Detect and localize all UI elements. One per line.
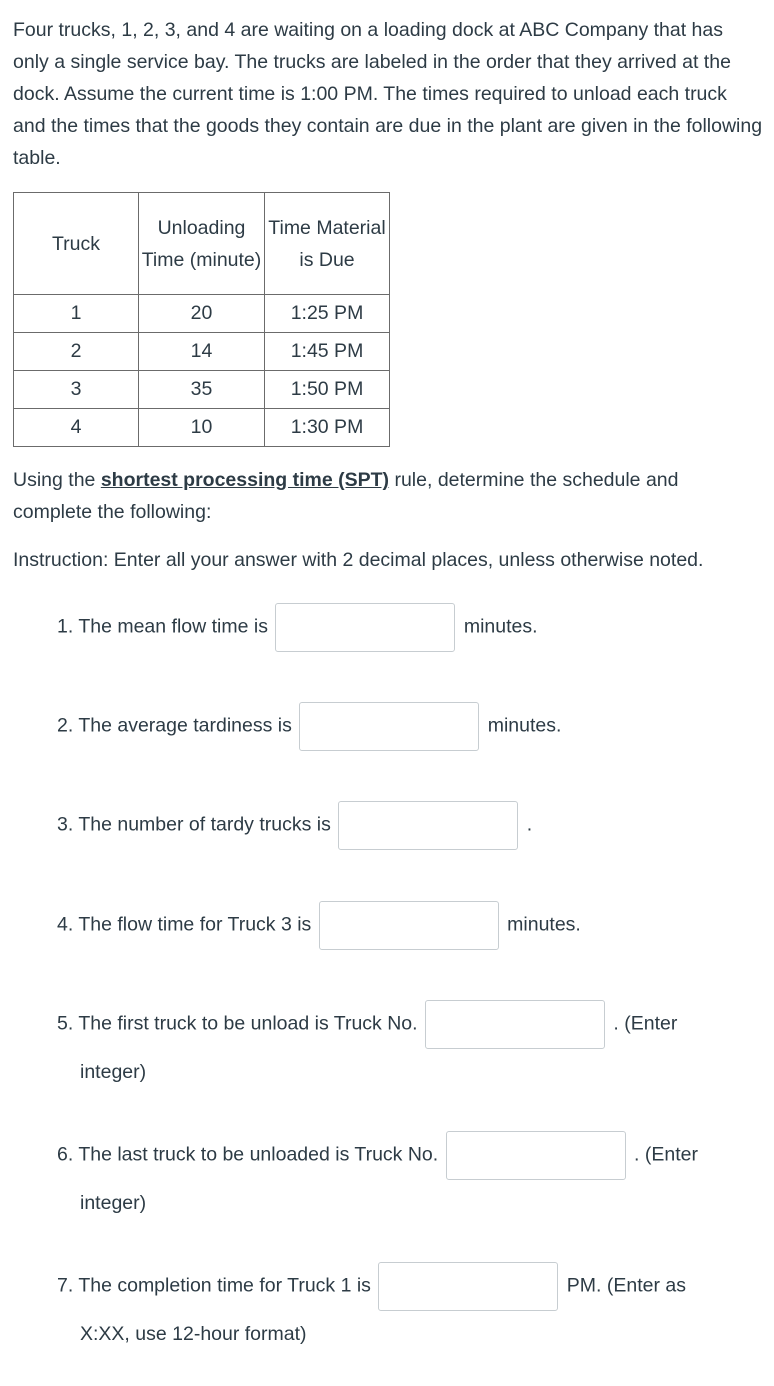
average-tardiness-input[interactable]	[299, 702, 479, 751]
cell-truck: 3	[14, 371, 139, 409]
table-row	[14, 371, 390, 409]
cell-truck: 1	[14, 295, 139, 333]
question-6	[57, 1131, 698, 1180]
table-row	[14, 333, 390, 371]
truck-table	[13, 192, 390, 447]
question-suffix: . (Enter	[613, 1012, 678, 1035]
method-pre: Using the	[13, 469, 101, 491]
question-2	[57, 702, 561, 751]
header-truck: Truck	[14, 193, 139, 295]
first-truck-input[interactable]	[425, 1000, 605, 1049]
question-suffix: minutes.	[463, 615, 538, 638]
header-unloading-time: Unloading Time (minute)	[139, 193, 265, 295]
question-suffix: .	[526, 813, 533, 836]
question-suffix: minutes.	[487, 714, 562, 737]
truck1-completion-time-input[interactable]	[378, 1262, 558, 1311]
cell-due-time: 1:25 PM	[265, 295, 390, 333]
last-truck-input[interactable]	[446, 1131, 626, 1180]
cell-unloading-time: 10	[139, 409, 265, 447]
cell-truck: 2	[14, 333, 139, 371]
table-row	[14, 295, 390, 333]
question-label: 2. The average tardiness is	[57, 714, 292, 737]
truck3-flow-time-input[interactable]	[319, 901, 499, 950]
question-7-continuation: X:XX, use 12-hour format)	[80, 1323, 307, 1345]
question-label: 5. The first truck to be unload is Truck No.	[57, 1012, 418, 1035]
header-due-time: Time Material is Due	[265, 193, 390, 295]
cell-due-time: 1:45 PM	[265, 333, 390, 371]
problem-intro: Four trucks, 1, 2, 3, and 4 are waiting on a loading dock at ABC Company that has only a single service bay. The trucks are labeled in the order that they arrived at the dock. Assume the current time is 1:00 PM. The times required to unload each truck and the times that the goods they contain are due in the plant are given in the following table.	[13, 19, 763, 169]
question-5-continuation: integer)	[80, 1061, 147, 1083]
question-label: 3. The number of tardy trucks is	[57, 813, 331, 836]
question-suffix: . (Enter	[634, 1143, 698, 1166]
question-5	[57, 1000, 677, 1049]
cell-unloading-time: 14	[139, 333, 265, 371]
method-post: rule, determine the schedule and complete the following:	[13, 469, 679, 523]
spt-rule-term: shortest processing time (SPT)	[100, 469, 390, 491]
table-header-row	[14, 193, 390, 295]
question-1	[57, 603, 538, 652]
question-suffix: PM. (Enter as	[566, 1274, 686, 1297]
question-suffix: minutes.	[507, 913, 581, 936]
question-label: 4. The flow time for Truck 3 is	[57, 913, 312, 936]
question-label: 7. The completion time for Truck 1 is	[57, 1274, 371, 1297]
cell-due-time: 1:50 PM	[265, 371, 390, 409]
cell-due-time: 1:30 PM	[265, 409, 390, 447]
question-4	[57, 901, 581, 950]
question-3	[57, 801, 532, 850]
instruction-text: Instruction: Enter all your answer with 2 decimal places, unless otherwise noted.	[13, 549, 704, 571]
question-7	[57, 1262, 686, 1311]
table-row	[14, 409, 390, 447]
question-label: 1. The mean flow time is	[57, 615, 268, 638]
mean-flow-time-input[interactable]	[275, 603, 455, 652]
cell-truck: 4	[14, 409, 139, 447]
cell-unloading-time: 35	[139, 371, 265, 409]
question-label: 6. The last truck to be unloaded is Truck No.	[57, 1143, 439, 1166]
question-6-continuation: integer)	[80, 1192, 147, 1214]
cell-unloading-time: 20	[139, 295, 265, 333]
method-text	[13, 464, 763, 528]
tardy-trucks-input[interactable]	[338, 801, 518, 850]
